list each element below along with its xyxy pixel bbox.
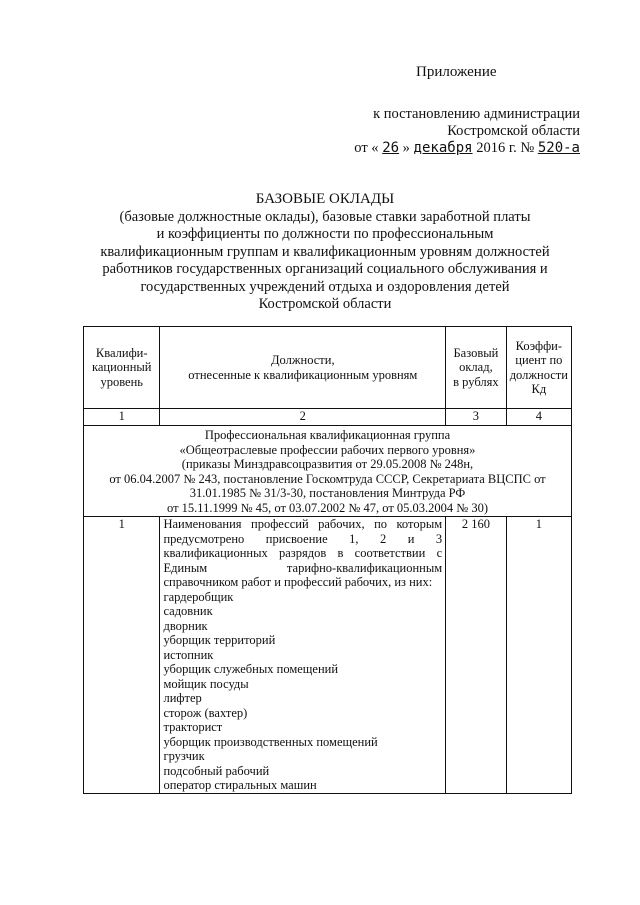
header-level-line: кационный xyxy=(91,360,152,375)
profession-item: лифтер xyxy=(163,691,202,705)
header-positions xyxy=(160,327,446,409)
header-salary-line: в рублях xyxy=(453,374,499,389)
header-coef-line: Кд xyxy=(531,382,547,396)
heading-line-3: квалификационным группам и квалификационным уровням должностей xyxy=(100,243,550,260)
profession-item: истопник xyxy=(163,647,214,662)
date-year: 2016 г. № xyxy=(476,140,535,156)
table-row xyxy=(84,517,572,794)
group-line: «Общеотраслевые профессии рабочих первого уровня» xyxy=(179,442,476,457)
group-row xyxy=(84,426,572,517)
column-number: 1 xyxy=(84,409,160,426)
date-month: декабря xyxy=(413,140,473,156)
column-number: 2 xyxy=(160,409,446,426)
row-coefficient: 1 xyxy=(506,517,571,794)
heading-line-4: работников государственных организаций социального обслуживания и xyxy=(102,261,548,277)
header-coef-line: циент по xyxy=(515,353,563,367)
row-positions xyxy=(160,517,446,794)
profession-item: дворник xyxy=(163,618,208,633)
heading-line-2: и коэффициенты по должности по профессиональным xyxy=(156,226,494,242)
row-salary: 2 160 xyxy=(446,517,507,794)
header-salary-line: Базовый xyxy=(453,345,499,360)
header-salary-line: оклад, xyxy=(459,360,493,375)
profession-list xyxy=(163,590,442,793)
header-positions-line: Должности, xyxy=(271,353,335,367)
header-coefficient xyxy=(506,327,571,409)
group-line: от 15.11.1999 № 45, от 03.07.2002 № 47, от 05.03.2004 № 30) xyxy=(167,500,488,515)
header-positions-line: отнесенные к квалификационным уровням xyxy=(188,367,418,382)
group-line: Профессиональная квалификационная группа xyxy=(204,428,451,442)
profession-item: подсобный рабочий xyxy=(163,763,270,778)
profession-item: садовник xyxy=(163,604,213,618)
table-header-row xyxy=(84,327,572,409)
resolution-date-line xyxy=(340,140,580,157)
appendix-label: Приложение xyxy=(416,64,497,80)
profession-item: уборщик служебных помещений xyxy=(163,662,339,676)
salary-table xyxy=(83,326,572,794)
heading-line-5: государственных учреждений отдыха и оздоровления детей xyxy=(140,278,510,295)
profession-item: грузчик xyxy=(163,749,205,763)
profession-item: гардеробщик xyxy=(163,589,234,604)
positions-intro: Наименования профессий рабочих, по которым предусмотрено присвоение 1, 2 и 3 квалификационных разрядов в соответствии с Единым тарифно-квалификационным справочником работ и профессий рабочих, из них: xyxy=(163,517,443,589)
heading-main: БАЗОВЫЕ ОКЛАДЫ xyxy=(255,191,395,207)
column-number-row xyxy=(84,409,572,426)
qualification-group xyxy=(84,426,572,517)
group-line: 31.01.1985 № 31/3-30, постановления Минтруда РФ xyxy=(189,486,466,500)
header-level-line: Квалифи- xyxy=(95,345,148,360)
heading-line-1: (базовые должностные оклады), базовые ставки заработной платы xyxy=(119,208,531,225)
column-number: 4 xyxy=(506,409,571,426)
date-quote-close: » xyxy=(402,140,410,156)
resolution-line-1: к постановлению администрации xyxy=(373,106,580,122)
date-prefix: от « xyxy=(354,140,379,156)
profession-item: тракторист xyxy=(163,720,223,734)
group-line: (приказы Минздравсоцразвития от 29.05.2008 № 248н, xyxy=(181,457,474,471)
header-coef-line: Коэффи- xyxy=(515,338,563,353)
heading-line-6: Костромской области xyxy=(258,296,392,312)
group-line: от 06.04.2007 № 243, постановление Госкомтруда СССР, Секретариата ВЦСПС от xyxy=(109,471,546,486)
header-level xyxy=(84,327,160,409)
profession-item: сторож (вахтер) xyxy=(163,705,248,720)
profession-item: мойщик посуды xyxy=(163,676,249,691)
resolution-reference xyxy=(340,106,580,157)
header-level-line: уровень xyxy=(100,374,143,389)
profession-item: уборщик территорий xyxy=(163,633,276,647)
column-number: 3 xyxy=(446,409,507,426)
header-salary xyxy=(446,327,507,409)
profession-item: оператор стиральных машин xyxy=(163,778,317,792)
header-coef-line: должности xyxy=(509,367,568,382)
profession-item: уборщик производственных помещений xyxy=(163,734,378,749)
document-heading xyxy=(80,191,570,314)
row-level: 1 xyxy=(84,517,160,794)
resolution-line-2: Костромской области xyxy=(447,123,580,139)
date-day: 26 xyxy=(382,140,400,156)
resolution-number: 520-а xyxy=(537,140,580,156)
